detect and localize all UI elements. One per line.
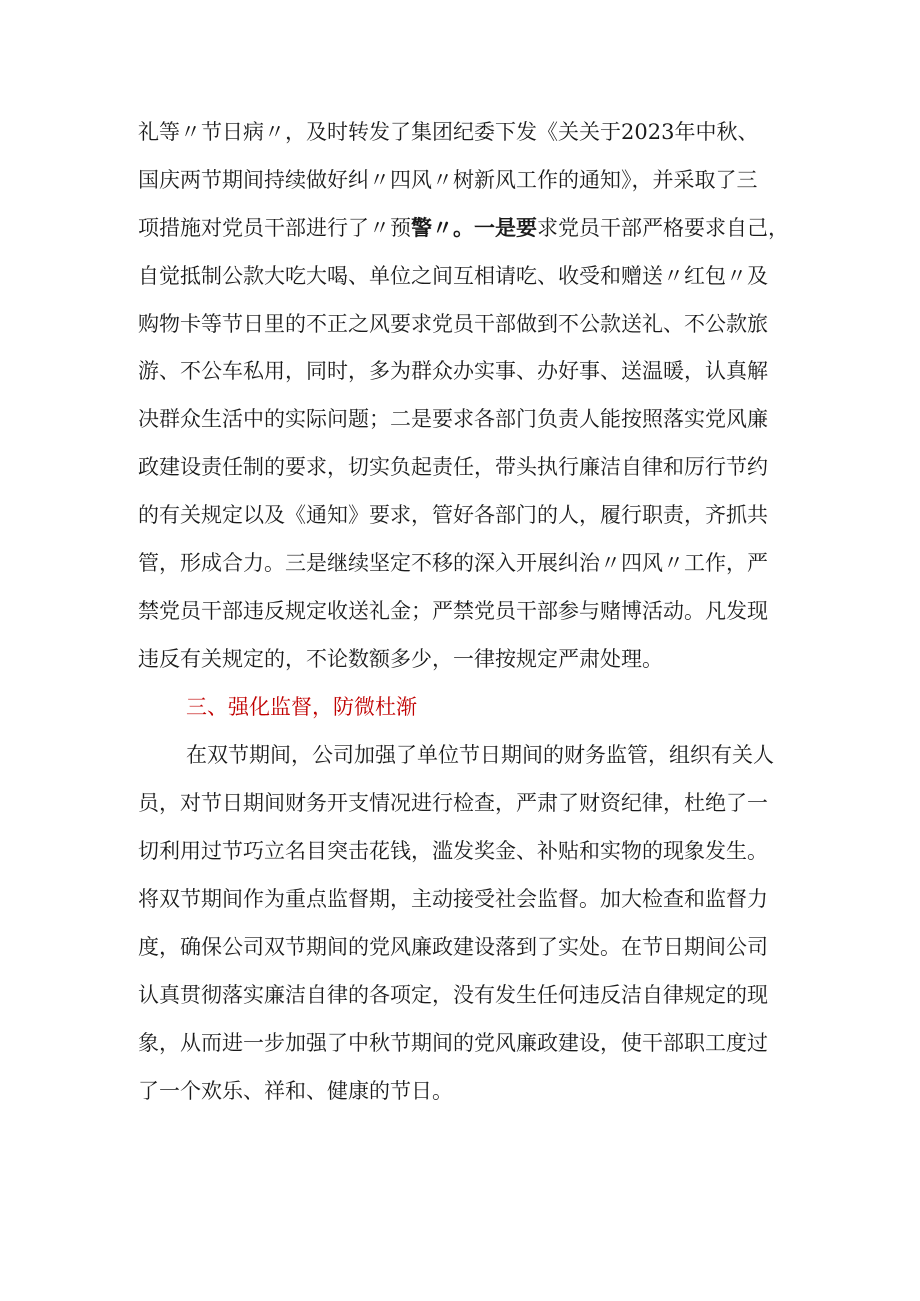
paragraph-line: 自觉抵制公款大吃大喝、单位之间互相请吃、收受和赠送〃红包〃及: [138, 264, 768, 288]
paragraph-line: 度，确保公司双节期间的党风廉政建设落到了实处。在节日期间公司: [138, 935, 768, 959]
paragraph-line: 员，对节日期间财务开支情况进行检查，严肃了财资纪律，杜绝了一: [138, 791, 768, 815]
paragraph-line: 管，形成合力。三是继续坚定不移的深入开展纠治〃四风〃工作，严: [138, 551, 768, 575]
paragraph-line: 国庆两节期间持续做好纠〃四风〃树新风工作的通知》，并采取了三: [138, 168, 758, 192]
paragraph-line: 禁党员干部违反规定收送礼金；严禁党员干部参与赌博活动。凡发现: [138, 599, 768, 623]
paragraph-line: [138, 213, 808, 243]
paragraph-line: 决群众生活中的实际问题；二是要求各部门负责人能按照落实党风廉: [138, 407, 768, 431]
paragraph-line: 购物卡等节日里的不正之风要求党员干部做到不公款送礼、不公款旅: [138, 312, 768, 336]
paragraph-line: 将双节期间作为重点监督期，主动接受社会监督。加大检查和监督力: [138, 887, 768, 911]
section-heading: 三、强化监督，防微杜渐: [186, 695, 417, 719]
paragraph-line: 切利用过节巧立名目突击花钱，滥发奖金、补贴和实物的现象发生。: [138, 839, 768, 863]
paragraph-line: 礼等〃节日病〃，及时转发了集团纪委下发《关关于2023年中秋、: [138, 120, 759, 144]
paragraph-line: 象，从而进一步加强了中秋节期间的党风廉政建设，使干部职工度过: [138, 1031, 768, 1055]
paragraph-line: 政建设责任制的要求，切实负起责任，带头执行廉洁自律和厉行节约: [138, 455, 768, 479]
line-text-pre: 项措施对党员干部进行了〃预: [138, 216, 411, 240]
paragraph-line: 认真贯彻落实廉洁自律的各项定，没有发生任何违反洁自律规定的现: [138, 983, 768, 1007]
line-text-bold: 警〃。一是要: [411, 215, 537, 240]
paragraph-line: 违反有关规定的，不论数额多少，一律按规定严肃处理。: [138, 647, 663, 671]
paragraph-line: 游、不公车私用，同时，多为群众办实事、办好事、送温暖，认真解: [138, 359, 768, 383]
paragraph-line: 在双节期间，公司加强了单位节日期间的财务监管，组织有关人: [186, 743, 774, 767]
line-text-post: 求党员干部严格要求自己，: [537, 216, 789, 240]
paragraph-line: 了一个欢乐、祥和、健康的节日。: [138, 1079, 453, 1103]
paragraph-line: 的有关规定以及《通知》要求，管好各部门的人，履行职责，齐抓共: [138, 503, 768, 527]
